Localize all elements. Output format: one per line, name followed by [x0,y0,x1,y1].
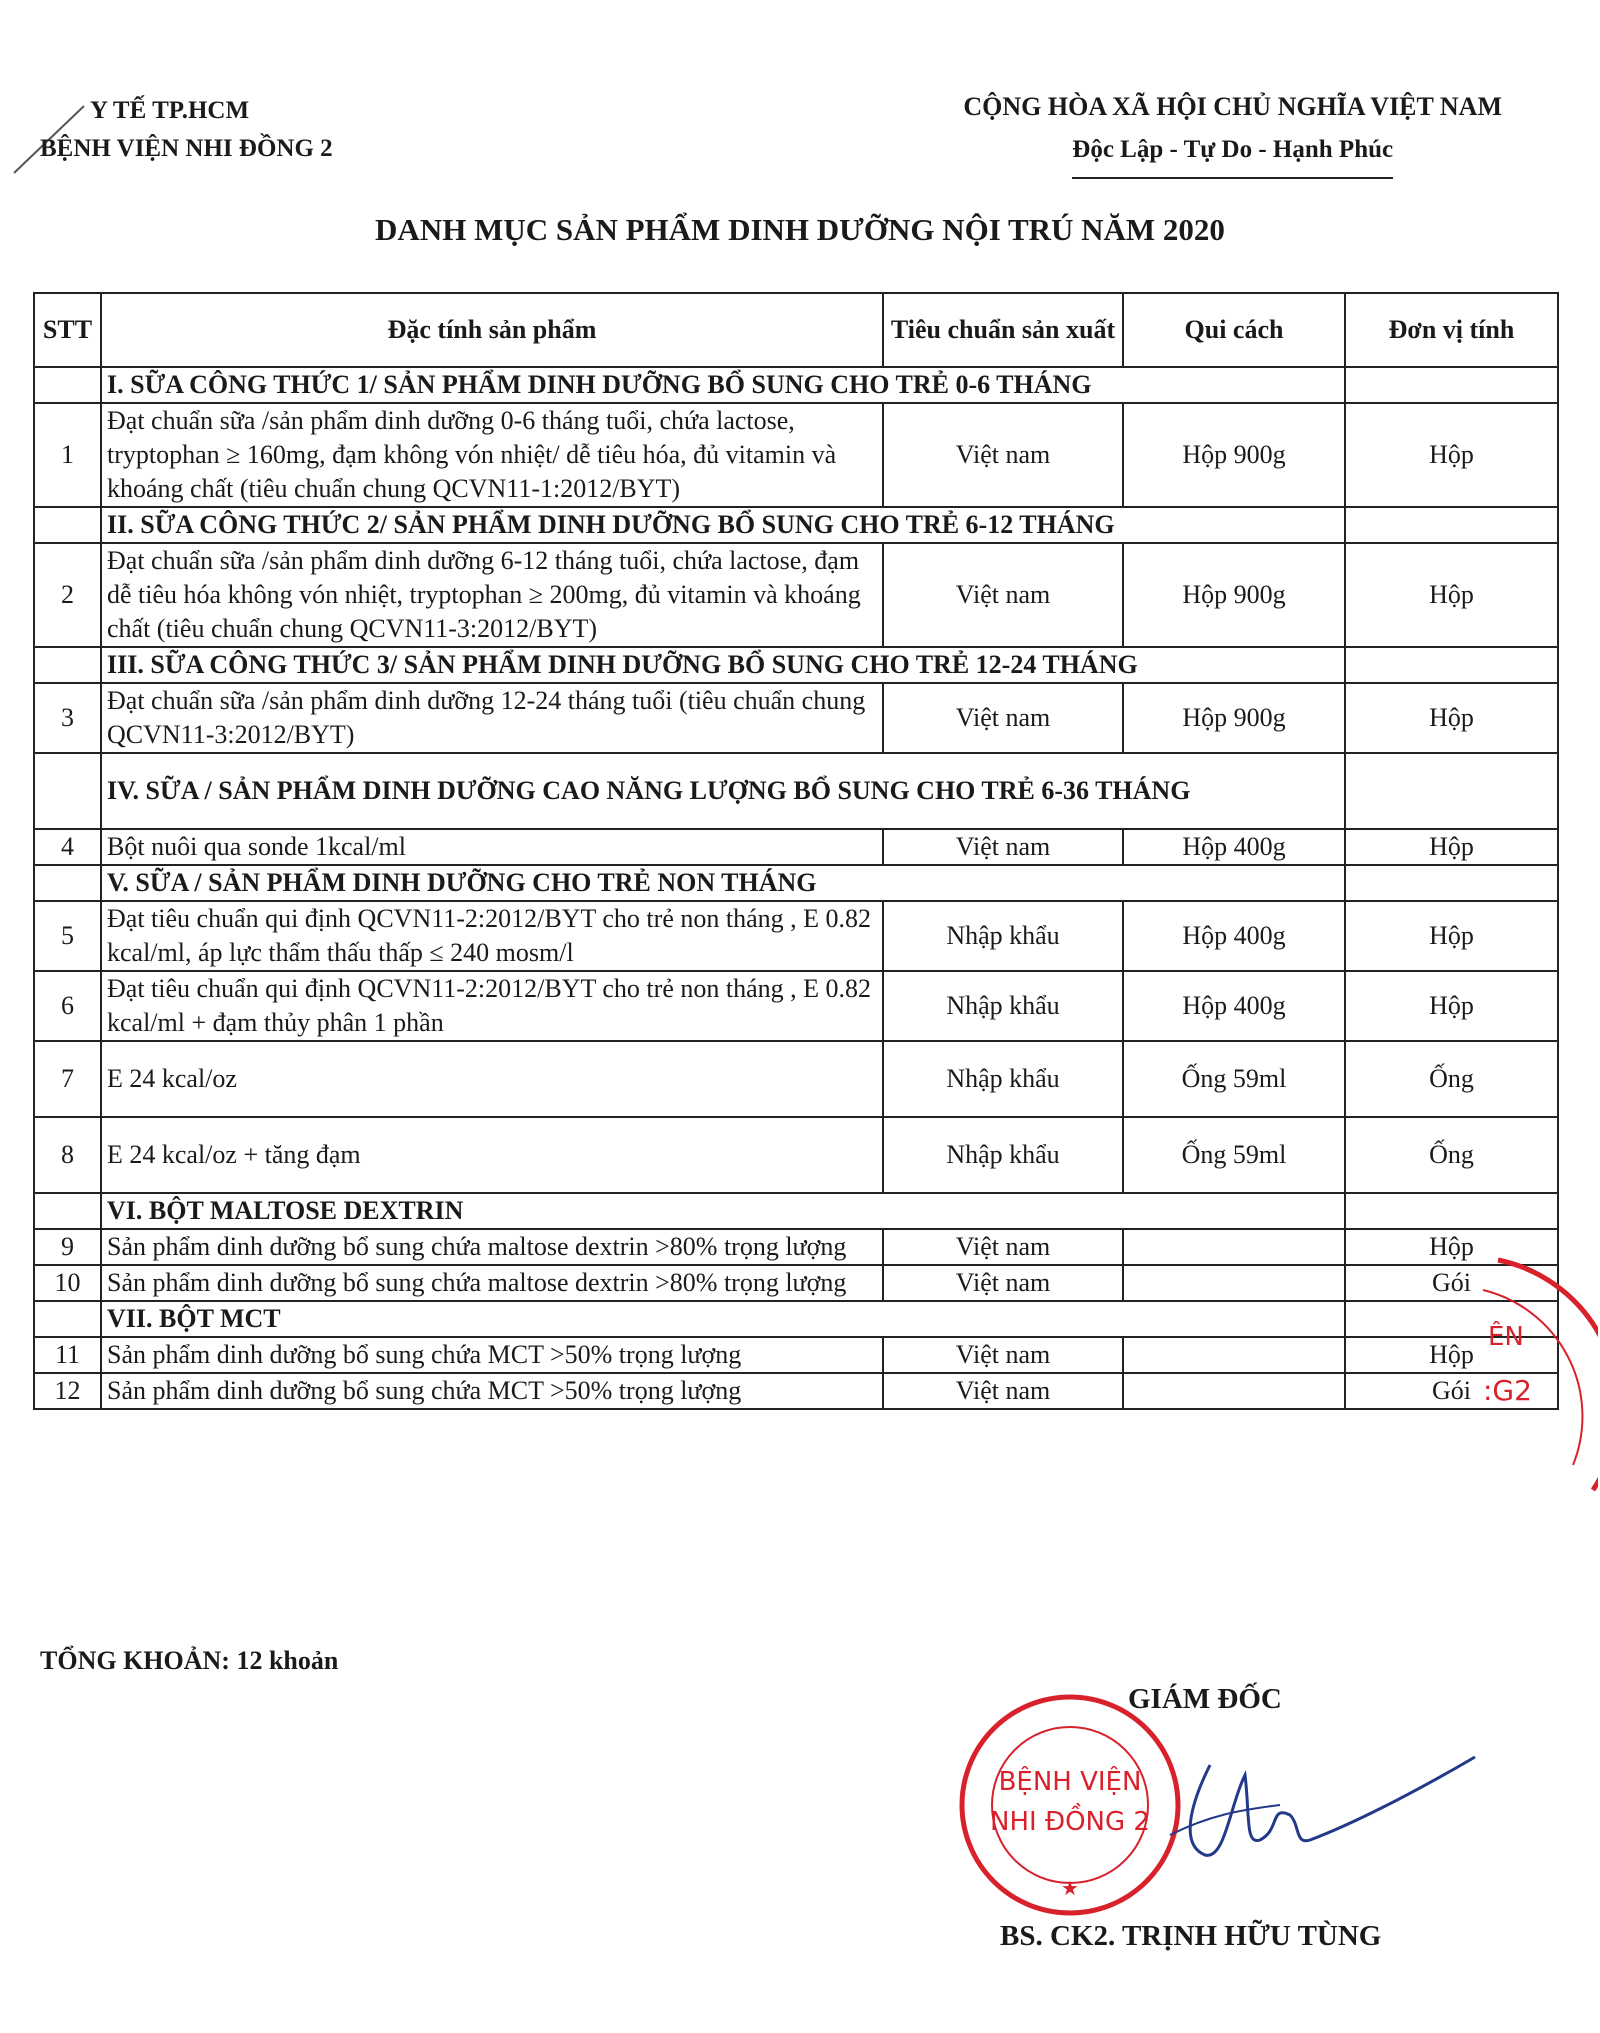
stt-cell: 10 [34,1265,101,1301]
standard-cell: Việt nam [883,683,1123,753]
standard-cell: Việt nam [883,829,1123,865]
spec-cell [1123,1337,1345,1373]
description-cell: Sản phẩm dinh dưỡng bổ sung chứa maltose dextrin >80% trọng lượng [101,1229,883,1265]
section-stt-cell [34,753,101,829]
table-row [34,683,1558,753]
section-unit-cell [1345,865,1558,901]
unit-cell: Hộp [1345,403,1558,507]
section-stt-cell [34,367,101,403]
column-header: Đặc tính sản phẩm [101,293,883,367]
section-title: V. SỮA / SẢN PHẨM DINH DƯỠNG CHO TRẺ NON THÁNG [101,865,1345,901]
section-title: VII. BỘT MCT [101,1301,1345,1337]
stt-cell: 7 [34,1041,101,1117]
table-row [34,1117,1558,1193]
table-row [34,1337,1558,1373]
issuer-department: Y TẾ TP.HCM [90,97,250,124]
section-row [34,753,1558,829]
stt-cell: 9 [34,1229,101,1265]
section-unit-cell [1345,647,1558,683]
standard-cell: Nhập khẩu [883,1041,1123,1117]
table-row [34,1041,1558,1117]
spec-cell: Hộp 400g [1123,901,1345,971]
product-table [33,292,1559,1410]
stt-cell: 8 [34,1117,101,1193]
table-row [34,1229,1558,1265]
column-header: Qui cách [1123,293,1345,367]
description-cell: Sản phẩm dinh dưỡng bổ sung chứa MCT >50% trọng lượng [101,1337,883,1373]
standard-cell: Việt nam [883,1373,1123,1409]
unit-cell: Gói [1345,1265,1558,1301]
section-title: VI. BỘT MALTOSE DEXTRIN [101,1193,1345,1229]
section-stt-cell [34,1193,101,1229]
spec-cell: Ống 59ml [1123,1041,1345,1117]
table-row [34,1265,1558,1301]
description-cell: E 24 kcal/oz [101,1041,883,1117]
spec-cell [1123,1265,1345,1301]
section-unit-cell [1345,1193,1558,1229]
section-stt-cell [34,865,101,901]
unit-cell: Hộp [1345,829,1558,865]
standard-cell: Việt nam [883,1337,1123,1373]
section-row [34,1193,1558,1229]
svg-text:★: ★ [1061,1878,1079,1900]
spec-cell: Ống 59ml [1123,1117,1345,1193]
description-cell: E 24 kcal/oz + tăng đạm [101,1117,883,1193]
unit-cell: Ống [1345,1041,1558,1117]
stamp-text-line1: BỆNH VIỆN [998,1767,1142,1797]
table-row [34,971,1558,1041]
spec-cell: Hộp 900g [1123,683,1345,753]
spec-cell: Hộp 400g [1123,971,1345,1041]
stamp-partial-right [1478,1250,1598,1500]
description-cell: Sản phẩm dinh dưỡng bổ sung chứa maltose dextrin >80% trọng lượng [101,1265,883,1301]
section-title: I. SỮA CÔNG THỨC 1/ SẢN PHẨM DINH DƯỠNG BỔ SUNG CHO TRẺ 0-6 THÁNG [101,367,1345,403]
stt-cell: 4 [34,829,101,865]
standard-cell: Nhập khẩu [883,971,1123,1041]
standard-cell: Việt nam [883,1229,1123,1265]
director-signature [1150,1745,1480,1875]
stt-cell: 6 [34,971,101,1041]
stt-cell: 3 [34,683,101,753]
section-unit-cell [1345,753,1558,829]
national-motto: Độc Lập - Tự Do - Hạnh Phúc [1072,129,1393,179]
unit-cell: Gói [1345,1373,1558,1409]
table-row [34,829,1558,865]
section-row [34,507,1558,543]
issuer-hospital: BỆNH VIỆN NHI ĐỒNG 2 [40,135,333,162]
spec-cell [1123,1373,1345,1409]
table-row [34,403,1558,507]
section-title: IV. SỮA / SẢN PHẨM DINH DƯỠNG CAO NĂNG LƯỢNG BỔ SUNG CHO TRẺ 6-36 THÁNG [101,753,1345,829]
section-stt-cell [34,1301,101,1337]
column-header: Đơn vị tính [1345,293,1558,367]
section-title: II. SỮA CÔNG THỨC 2/ SẢN PHẨM DINH DƯỠNG BỔ SUNG CHO TRẺ 6-12 THÁNG [101,507,1345,543]
description-cell: Đạt chuẩn sữa /sản phẩm dinh dưỡng 0-6 tháng tuổi, chứa lactose, tryptophan ≥ 160mg, đạm không vón nhiệt/ dễ tiêu hóa, đủ vitamin và khoáng chất (tiêu chuẩn chung QCVN11-1:2012/BYT) [101,403,883,507]
standard-cell: Việt nam [883,403,1123,507]
description-cell: Đạt chuẩn sữa /sản phẩm dinh dưỡng 6-12 tháng tuổi, chứa lactose, đạm dễ tiêu hóa không vón nhiệt, tryptophan ≥ 200mg, đủ vitamin và khoáng chất (tiêu chuẩn chung QCVN11-3:2012/BYT) [101,543,883,647]
column-header: Tiêu chuẩn sản xuất [883,293,1123,367]
national-title: CỘNG HÒA XÃ HỘI CHỦ NGHĨA VIỆT NAM [963,92,1502,121]
stt-cell: 12 [34,1373,101,1409]
section-stt-cell [34,647,101,683]
stt-cell: 5 [34,901,101,971]
svg-text:ÊN: ÊN [1488,1322,1524,1352]
issuer-header [40,92,333,168]
table-row [34,543,1558,647]
section-unit-cell [1345,367,1558,403]
unit-cell: Hộp [1345,1337,1558,1373]
spec-cell: Hộp 900g [1123,543,1345,647]
description-cell: Sản phẩm dinh dưỡng bổ sung chứa MCT >50% trọng lượng [101,1373,883,1409]
spec-cell: Hộp 400g [1123,829,1345,865]
description-cell: Đạt tiêu chuẩn qui định QCVN11-2:2012/BYT cho trẻ non tháng , E 0.82 kcal/ml + đạm thủy phân 1 phần [101,971,883,1041]
description-cell: Bột nuôi qua sonde 1kcal/ml [101,829,883,865]
description-cell: Đạt chuẩn sữa /sản phẩm dinh dưỡng 12-24 tháng tuổi (tiêu chuẩn chung QCVN11-3:2012/BYT) [101,683,883,753]
stt-cell: 1 [34,403,101,507]
column-header: STT [34,293,101,367]
table-row [34,1373,1558,1409]
standard-cell: Việt nam [883,543,1123,647]
description-cell: Đạt tiêu chuẩn qui định QCVN11-2:2012/BYT cho trẻ non tháng , E 0.82 kcal/ml, áp lực thẩm thấu thấp ≤ 240 mosm/l [101,901,883,971]
section-row [34,1301,1558,1337]
svg-text::G2: :G2 [1483,1374,1532,1407]
unit-cell: Hộp [1345,543,1558,647]
unit-cell: Hộp [1345,971,1558,1041]
standard-cell: Nhập khẩu [883,1117,1123,1193]
spec-cell: Hộp 900g [1123,403,1345,507]
standard-cell: Việt nam [883,1265,1123,1301]
stt-cell: 11 [34,1337,101,1373]
section-unit-cell [1345,507,1558,543]
section-row [34,865,1558,901]
total-count: TỔNG KHOẢN: 12 khoản [40,1646,339,1675]
stt-cell: 2 [34,543,101,647]
document-title: DANH MỤC SẢN PHẨM DINH DƯỠNG NỘI TRÚ NĂM 2020 [375,212,1225,247]
stamp-text-line2: NHI ĐỒNG 2 [990,1807,1150,1837]
director-title: GIÁM ĐỐC [1128,1683,1282,1715]
section-stt-cell [34,507,101,543]
director-name: BS. CK2. TRỊNH HỮU TÙNG [1000,1920,1382,1952]
table-header-row [34,293,1558,367]
table-body [34,367,1558,1409]
unit-cell: Ống [1345,1117,1558,1193]
unit-cell: Hộp [1345,683,1558,753]
section-title: III. SỮA CÔNG THỨC 3/ SẢN PHẨM DINH DƯỠNG BỔ SUNG CHO TRẺ 12-24 THÁNG [101,647,1345,683]
national-header [963,86,1502,179]
section-row [34,647,1558,683]
table-row [34,901,1558,971]
spec-cell [1123,1229,1345,1265]
section-row [34,367,1558,403]
unit-cell: Hộp [1345,901,1558,971]
unit-cell: Hộp [1345,1229,1558,1265]
standard-cell: Nhập khẩu [883,901,1123,971]
